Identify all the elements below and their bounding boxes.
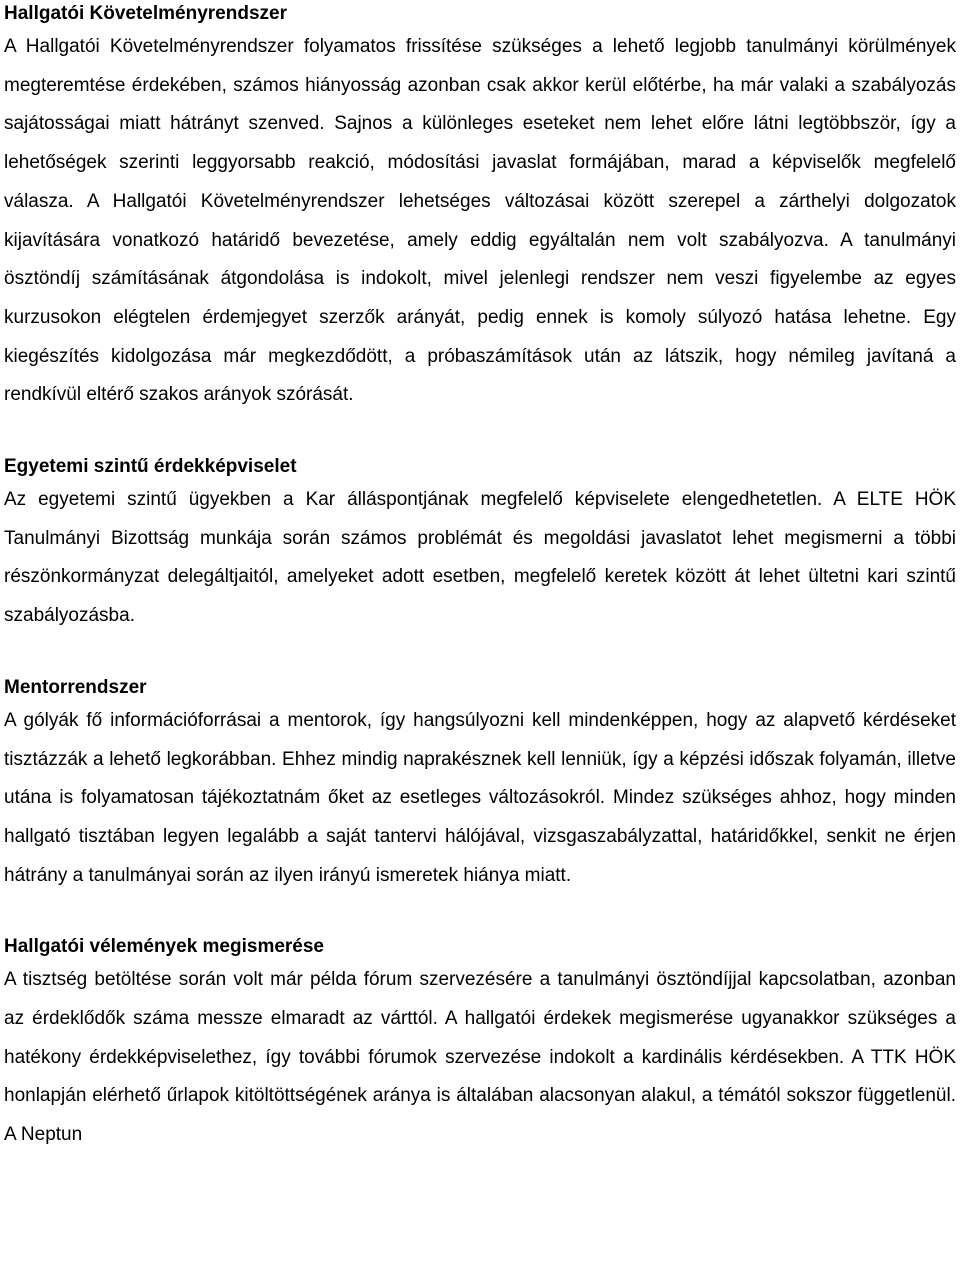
section-title: Egyetemi szintű érdekképviselet: [4, 456, 297, 478]
section-paragraph: Az egyetemi szintű ügyekben a Kar álláspontjának megfelelő képviselete elengedhetetlen. A ELTE HÖK Tanulmányi Bizottság munkája során számos problémát és megoldási javaslatot lehet megismerni a többi részönkormányzat delegáltjaitól, amelyeket adott esetben, megfelelő keretek között át lehet ültetni kari szintű szabályozásba.: [4, 489, 956, 627]
section-title: Mentorrendszer: [4, 676, 147, 698]
section-hallgatoi-kovetelmenyrendszer: [4, 0, 956, 415]
section-hallgatoi-velemenyek-megismerese: [4, 933, 956, 1155]
section-egyetemi-szintu-erdekkepviselet: [4, 453, 956, 636]
section-paragraph: A tisztség betöltése során volt már példa fórum szervezésére a tanulmányi ösztöndíjjal kapcsolatban, azonban az érdeklődők száma messze elmaradt az várttól. A hallgatói érdekek megismerése ugyanakkor szükséges a hatékony érdekképviselethez, így további fórumok szervezése indokolt a kardinális kérdésekben. A TTK HÖK honlapján elérhető űrlapok kitöltöttségének aránya is általában alacsonyan alakul, a témától sokszor függetlenül. A Neptun: [4, 969, 956, 1146]
section-title: Hallgatói vélemények megismerése: [4, 936, 325, 958]
section-title: Hallgatói Követelményrendszer: [4, 3, 287, 24]
section-mentorrendszer: [4, 674, 956, 896]
section-paragraph: A Hallgatói Követelményrendszer folyamatos frissítése szükséges a lehető legjobb tanulmányi körülmények megteremtése érdekében, számos hiányosság azonban csak akkor kerül előtérbe, ha már valaki a szabályozás sajátosságai miatt hátrányt szenved. Sajnos a különleges eseteket nem lehet előre látni legtöbbször, így a lehetőségek szerinti leggyorsabb reakció, módosítási javaslat formájában, marad a képviselők megfelelő válasza. A Hallgatói Követelményrendszer lehetséges változásai között szerepel a zárthelyi dolgozatok kijavítására vonatkozó határidő bevezetése, amely eddig egyáltalán nem volt szabályozva. A tanulmányi ösztöndíj számításának átgondolása is indokolt, mivel jelenlegi rendszer nem veszi figyelembe az egyes kurzusokon elégtelen érdemjegyet szerzők arányát, pedig ennek is komoly súlyozó hatása lehetne. Egy kiegészítés kidolgozása már megkezdődött, a próbaszámítások után az látszik, hogy némileg javítaná a rendkívül eltérő szakos arányok szórását.: [4, 36, 956, 406]
section-paragraph: A gólyák fő információforrásai a mentorok, így hangsúlyozni kell mindenképpen, hogy az alapvető kérdéseket tisztázzák a lehető legkorábban. Ehhez mindig naprakésznek kell lenniük, így a képzési időszak folyamán, illetve utána is folyamatosan tájékoztatnám őket az esetleges változásokról. Mindez szükséges ahhoz, hogy minden hallgató tisztában legyen legalább a saját tantervi hálójával, vizsgaszabályzattal, határidőkkel, senkit ne érjen hátrány a tanulmányai során az ilyen irányú ismeretek hiánya miatt.: [4, 709, 956, 886]
